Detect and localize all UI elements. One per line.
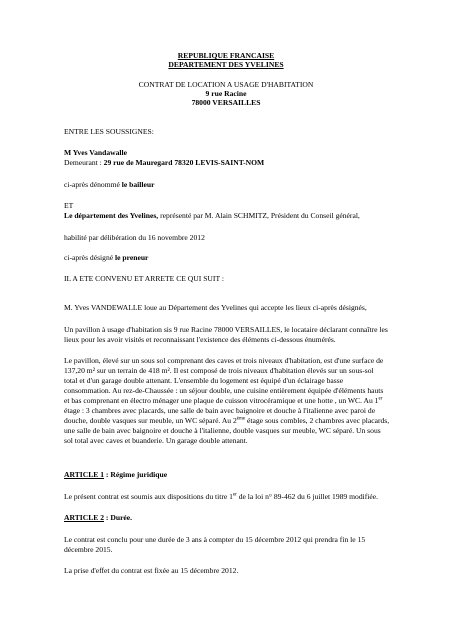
lessor-residence <box>64 158 264 167</box>
paragraph-description-line <box>64 416 389 425</box>
paragraph-description-line: une salle de bain avec baignoire et douche à l'italienne, double vasques sur meuble, WC séparé. Un sous <box>64 426 381 435</box>
article-2-title <box>64 513 132 522</box>
tenant-designation <box>64 253 148 262</box>
address-city: 78000 VERSAILLES <box>191 98 261 107</box>
article-text: de la loi n° 89-462 du 6 juillet 1989 modifiée. <box>236 492 379 501</box>
article-1-label: ARTICLE 1 <box>64 470 105 479</box>
paragraph-description-line: 137,20 m² sur un terrain de 418 m². Il est composé de trois niveaux d'habitation élevés sur un sous-sol <box>64 366 374 375</box>
article-2-text-line: Le contrat est conclu pour une durée de 3 ans à compter du 15 décembre 2012 qui prendra fin le 15 <box>64 535 366 544</box>
residence-label: Demeurant : <box>64 158 104 167</box>
description-text: étage sous combles, 2 chambres avec placards, <box>245 416 390 425</box>
lessor-designation-value: le bailleur <box>121 180 155 189</box>
article-2-label: ARTICLE 2 <box>64 513 105 522</box>
article-1-text <box>64 492 378 501</box>
parties-intro: ENTRE LES SOUSSIGNES: <box>64 127 154 136</box>
article-2-effective-date: La prise d'effet du contrat est fixée au 15 décembre 2012. <box>64 566 239 575</box>
description-text: et bas comprenant en électro ménager une plaque de cuisson vitrocéramique et une hotte , un WC. Au 1 <box>64 396 379 405</box>
and-separator: ET <box>64 201 74 210</box>
tenant-designation-value: le preneur <box>115 253 149 262</box>
lessor-name: M Yves Vandawalle <box>64 148 128 157</box>
header-department: DEPARTEMENT DES YVELINES <box>168 60 284 69</box>
paragraph-description-line: Le pavillon, élevé sur un sous sol comprenant des caves et trois niveaux d'habitation, est d'une surface de <box>64 356 384 365</box>
description-text: douche, double vasques sur meuble, un WC séparé. Au 2 <box>64 416 237 425</box>
article-2-heading: : Durée. <box>104 513 133 522</box>
lessor-designation <box>64 180 154 189</box>
paragraph-description-line <box>64 396 382 405</box>
article-2-text-line: décembre 2015. <box>64 545 113 554</box>
tenant-authorization: habilité par délibération du 16 novembre 2012 <box>64 233 205 242</box>
tenant-represented: représenté par M. Alain SCHMITZ, Président du Conseil général, <box>158 211 360 220</box>
superscript: ème <box>236 416 246 422</box>
tenant-designation-prefix: ci-après désigné <box>64 253 116 262</box>
header-republic: REPUBLIQUE FRANCAISE <box>177 51 275 60</box>
tenant-name: Le département des Yvelines, <box>64 211 159 220</box>
paragraph-description-line: sol total avec caves et buanderie. Un garage double attenant. <box>64 436 248 445</box>
article-1-title <box>64 470 167 479</box>
paragraph-description-line: consommation. Au rez-de-Chaussée : un séjour double, une cuisine entièrement équipée d'éléments hauts <box>64 386 384 395</box>
residence-value: 29 rue de Mauregard 78320 LEVIS-SAINT-NOM <box>103 158 265 167</box>
article-text: Le présent contrat est soumis aux dispositions du titre 1 <box>64 492 233 501</box>
paragraph-house-line: lieux pour les avoir visités et reconnaissant l'existence des éléments ci-dessous énumérés. <box>64 335 336 344</box>
paragraph-lease: M. Yves VANDEWALLE loue au Département des Yvelines qui accepte les lieux ci-après désignés, <box>64 303 367 312</box>
paragraph-description-line: étage : 3 chambres avec placards, une salle de bain avec baignoire et douche à l'italienne avec paroi de <box>64 406 376 415</box>
paragraph-description-line: total et d'un garage double attenant. L'ensemble du logement est équipé d'un éclairage basse <box>64 376 344 385</box>
article-1-heading: : Régime juridique <box>104 470 168 479</box>
contract-title: CONTRAT DE LOCATION A USAGE D'HABITATION <box>138 80 314 89</box>
lessor-designation-prefix: ci-après dénommé <box>64 180 122 189</box>
tenant-line <box>64 211 360 220</box>
agreed-heading: IL A ETE CONVENU ET ARRETE CE QUI SUIT : <box>64 274 224 283</box>
address-street: 9 rue Racine <box>205 89 247 98</box>
superscript: er <box>232 492 237 498</box>
superscript: er <box>378 396 383 402</box>
paragraph-house-line: Un pavillon à usage d'habitation sis 9 rue Racine 78000 VERSAILLES, le locataire déclarant connaître les <box>64 325 388 334</box>
